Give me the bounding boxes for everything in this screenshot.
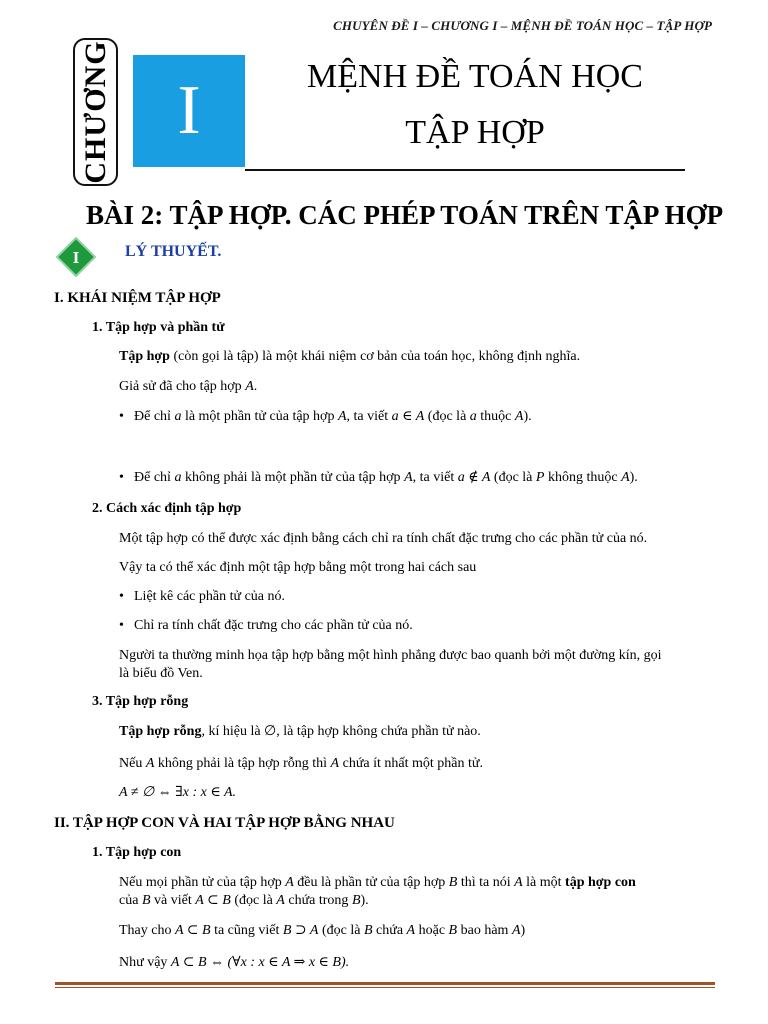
- section-number: I: [72, 248, 80, 267]
- chapter-label-box: [73, 38, 118, 186]
- running-header: CHUYÊN ĐỀ I – CHƯƠNG I – MỆNH ĐỀ TOÁN HỌC – TẬP HỢP: [333, 18, 712, 33]
- s2-paragraph-2: Vậy ta có thể xác định một tập hợp bằng một trong hai cách sau: [119, 560, 477, 575]
- section-label: LÝ THUYẾT.: [125, 243, 222, 260]
- s2-paragraph-3-line1: Người ta thường minh họa tập hợp bằng một hình phẳng được bao quanh bởi một đường kín, gọi: [119, 648, 662, 663]
- s2-bullet-1: • Liệt kê các phần tử của nó.: [119, 587, 285, 607]
- chapter-title-line1: MỆNH ĐỀ TOÁN HỌC: [307, 58, 643, 95]
- bullet-icon: •: [119, 589, 124, 604]
- chapter-title-line2: TẬP HỢP: [405, 114, 545, 151]
- title-underline: [245, 169, 685, 171]
- s2-paragraph-3-line2: là biểu đồ Ven.: [119, 666, 203, 681]
- subset-def-line2: của B và viết A ⊂ B (đọc là A chứa trong B).: [119, 893, 369, 908]
- part2-heading: II. TẬP HỢP CON VÀ HAI TẬP HỢP BẰNG NHAU: [54, 815, 395, 831]
- part1-heading: I. KHÁI NIỆM TẬP HỢP: [54, 290, 221, 306]
- footer-rule-thin: [55, 987, 715, 988]
- definition-set: Tập hợp (còn gọi là tập) là một khái niệm cơ bản của toán học, không định nghĩa.: [119, 349, 581, 364]
- bullet-not-element-of: • Để chỉ a không phải là một phần tử của tập hợp A, ta viết a ∉ A (đọc là P không thuộc A).: [119, 468, 638, 488]
- bullet-icon: •: [119, 470, 124, 485]
- part2-s1-heading: 1. Tập hợp con: [92, 845, 182, 860]
- bullet-icon: •: [119, 618, 124, 633]
- term-tap-hop: Tập hợp: [119, 349, 170, 364]
- s2-bullet-2: • Chỉ ra tính chất đặc trưng cho các phần tử của nó.: [119, 616, 413, 636]
- footer-rule-thick: [55, 982, 715, 985]
- chapter-word: CHƯƠNG: [78, 40, 112, 184]
- bullet-icon: •: [119, 409, 124, 424]
- chapter-number-badge: I: [133, 55, 245, 167]
- bullet-element-of: • Để chỉ a là một phần tử của tập hợp A, ta viết a ∈ A (đọc là a thuộc A).: [119, 407, 532, 427]
- part1-s2-heading: 2. Cách xác định tập hợp: [92, 501, 242, 516]
- s2-paragraph-1: Một tập hợp có thể được xác định bằng cách chỉ ra tính chất đặc trưng cho các phần tử của nó.: [119, 531, 648, 546]
- part1-s3-heading: 3. Tập hợp rỗng: [92, 694, 189, 709]
- part1-s1-heading: 1. Tập hợp và phần tử: [92, 320, 225, 335]
- empty-set-formula: A ≠ ∅ ⇔ ∃x : x ∈ A.: [119, 785, 237, 800]
- section-diamond-icon: [56, 237, 96, 277]
- lesson-title: BÀI 2: TẬP HỢP. CÁC PHÉP TOÁN TRÊN TẬP HỢP: [86, 200, 724, 230]
- empty-set-note: Nếu A không phải là tập hợp rỗng thì A chứa ít nhất một phần tử.: [119, 756, 483, 771]
- subset-formula-line: Như vậy A ⊂ B ⇔ (∀x : x ∈ A ⇒ x ∈ B).: [119, 955, 350, 970]
- assume-line: Giả sử đã cho tập hợp A.: [119, 379, 258, 394]
- subset-def-line1: Nếu mọi phần tử của tập hợp A đều là phần tử của tập hợp B thì ta nói A là một tập hợp con: [119, 875, 636, 890]
- superset-note: Thay cho A ⊂ B ta cũng viết B ⊃ A (đọc là B chứa A hoặc B bao hàm A): [119, 923, 526, 938]
- empty-set-definition: Tập hợp rỗng, kí hiệu là ∅, là tập hợp không chứa phần tử nào.: [119, 724, 481, 739]
